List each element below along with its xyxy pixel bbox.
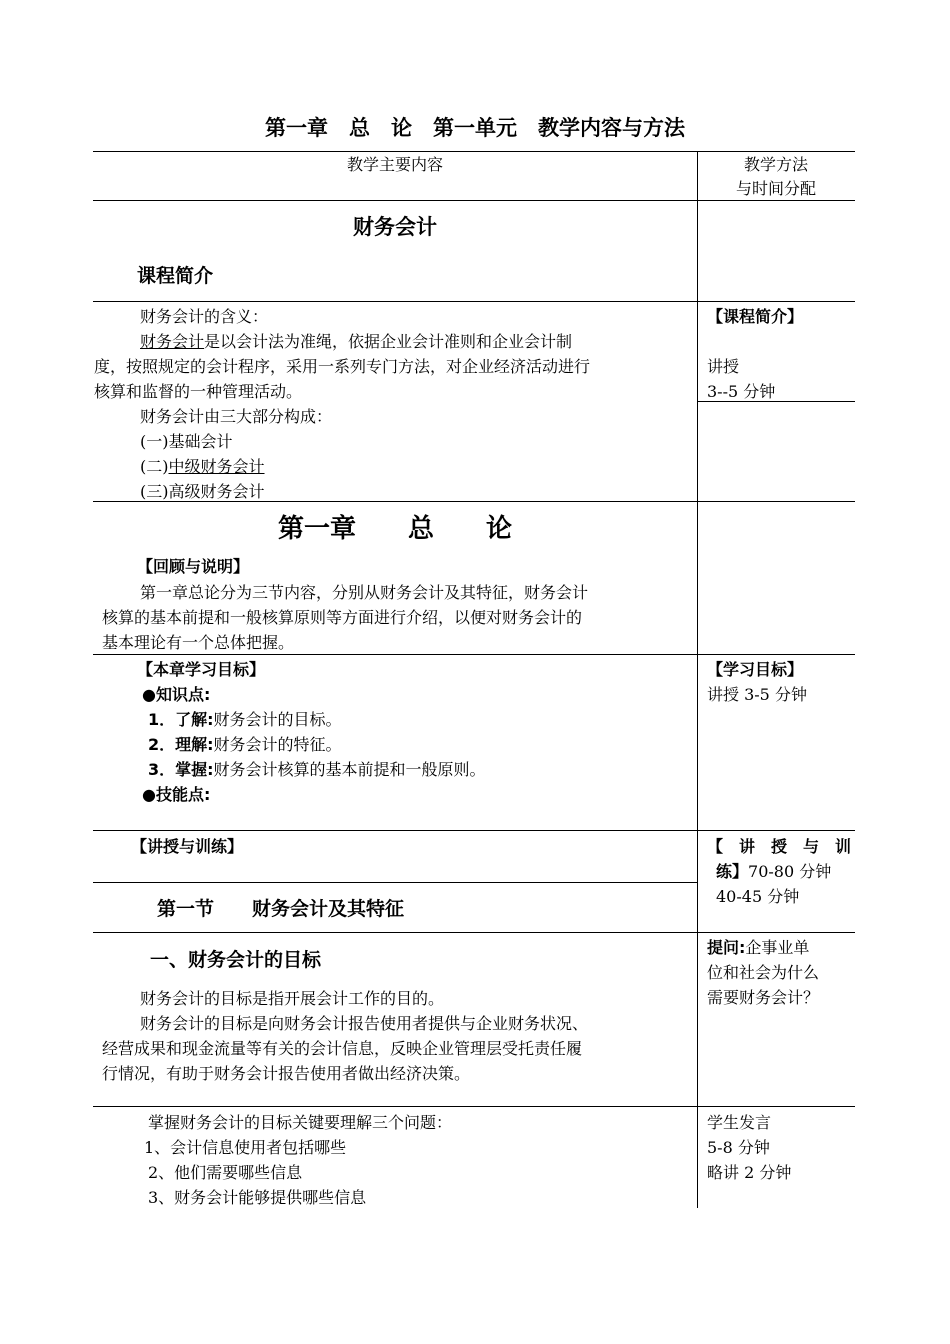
list-item: 1、会计信息使用者包括哪些 [144, 1138, 347, 1157]
underlined-term: 财务会计 [140, 332, 205, 351]
row-divider [93, 830, 855, 831]
method-time: 练】70-80 分钟 [716, 862, 832, 881]
section-heading: 财务会计 [353, 215, 437, 239]
objective-item: 3．掌握:财务会计核算的基本前提和一般原则。 [148, 760, 486, 779]
paragraph-line: 核算和监督的一种管理活动。 [94, 382, 303, 401]
chapter-heading: 第一章 总 论 [277, 514, 512, 544]
page-title: 第一章 总 论 第一单元 教学内容与方法 [265, 116, 685, 140]
column-divider [697, 151, 698, 1208]
row-divider [93, 301, 855, 302]
list-item: (一)基础会计 [140, 432, 233, 451]
paragraph-line: 核算的基本前提和一般核算原则等方面进行介绍，以便对财务会计的 [102, 608, 583, 627]
bullet-knowledge: ●知识点: [142, 685, 211, 704]
section-label: 【回顾与说明】 [137, 557, 250, 576]
paragraph-line: 财务会计的目标是指开展会计工作的目的。 [140, 989, 445, 1008]
bullet-skills: ●技能点: [142, 785, 211, 804]
list-item: (三)高级财务会计 [140, 482, 265, 501]
method-time: 40-45 分钟 [716, 887, 800, 906]
objective-item: 1．了解:财务会计的目标。 [148, 710, 342, 729]
method-label: 【课程简介】 [707, 307, 804, 326]
list-item: 3、财务会计能够提供哪些信息 [148, 1188, 367, 1207]
subsection-heading: 第一节 财务会计及其特征 [157, 898, 405, 920]
paragraph-line: 财务会计的含义： [140, 307, 269, 326]
paragraph-line: 基本理论有一个总体把握。 [102, 633, 295, 652]
method-label: 【 讲 授 与 训 [707, 837, 852, 856]
header-content-column: 教学主要内容 [346, 155, 443, 174]
row-divider [93, 1106, 855, 1107]
subsection-heading: 课程简介 [137, 265, 214, 287]
method-text: 讲授 3-5 分钟 [707, 685, 807, 704]
underlined-term: 中级财务会计 [168, 457, 265, 476]
section-label: 【本章学习目标】 [137, 660, 266, 679]
method-label: 【学习目标】 [707, 660, 804, 679]
section-label: 【讲授与训练】 [131, 837, 244, 856]
method-text: 位和社会为什么 [707, 963, 820, 982]
paragraph-line: 财务会计的目标是向财务会计报告使用者提供与企业财务状况、 [140, 1014, 589, 1033]
paragraph-line: 财务会计是以会计法为准绳，依据企业会计准则和企业会计制 [140, 332, 573, 351]
paragraph-line: 经营成果和现金流量等有关的会计信息，反映企业管理层受托责任履 [102, 1039, 583, 1058]
method-text: 学生发言 [707, 1113, 772, 1132]
method-time: 5-8 分钟 [707, 1138, 770, 1157]
subsection-heading: 一、财务会计的目标 [150, 949, 322, 971]
header-method-column-line2: 与时间分配 [735, 179, 816, 198]
paragraph-line: 第一章总论分为三节内容，分别从财务会计及其特征，财务会计 [140, 583, 589, 602]
paragraph-line: 掌握财务会计的目标关键要理解三个问题： [148, 1113, 453, 1132]
objective-item: 2．理解:财务会计的特征。 [148, 735, 342, 754]
method-time: 略讲 2 分钟 [707, 1163, 792, 1182]
paragraph-line: 度，按照规定的会计程序，采用一系列专门方法，对企业经济活动进行 [94, 357, 591, 376]
list-item: (二)中级财务会计 [140, 457, 265, 476]
paragraph-line: 行情况，有助于财务会计报告使用者做出经济决策。 [102, 1064, 471, 1083]
row-divider [93, 932, 855, 933]
list-item: 2、他们需要哪些信息 [148, 1163, 303, 1182]
method-text: 提问:企事业单 [707, 938, 810, 957]
header-method-column-line1: 教学方法 [743, 155, 808, 174]
row-divider [93, 882, 697, 883]
method-text: 讲授 [707, 357, 740, 376]
method-text: 需要财务会计？ [707, 988, 820, 1007]
method-time: 3--5 分钟 [707, 382, 776, 401]
paragraph-line: 财务会计由三大部分构成： [140, 407, 333, 426]
